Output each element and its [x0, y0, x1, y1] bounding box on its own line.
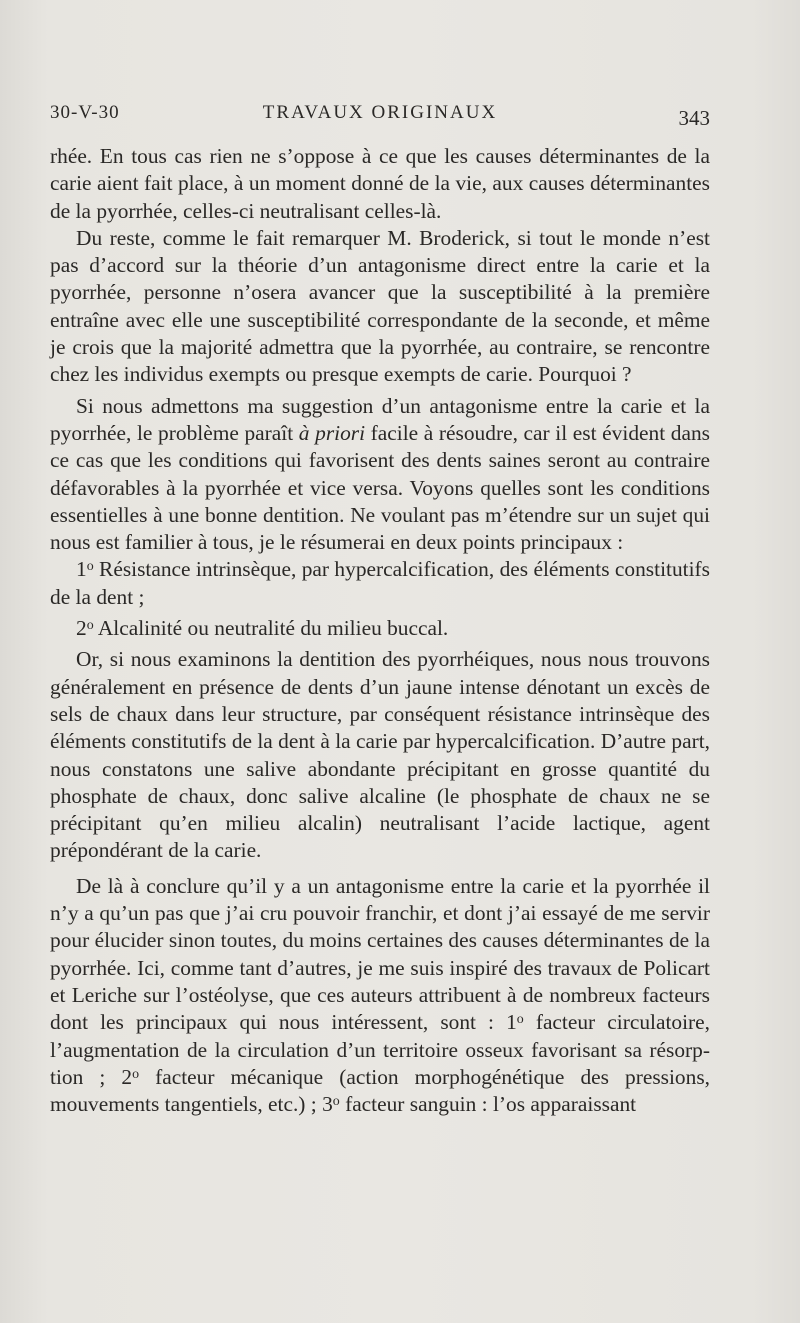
article-body — [50, 143, 710, 1118]
paragraph: Or, si nous examinons la dentition des pyorrhéiques, nous nous trouvons généralement en présence de dents d’un jaune intense dénotant un excès de sels de chaux dans leur structure, par conséquent résistance intrinsèque des éléments constitutifs de la dent à la carie par hypercalcification. D’autre part, nous constatons une salive abondante précipitant en grosse quantité du phosphate de chaux, donc salive alcaline (le phosphate de chaux ne se précipitant qu’en milieu alcalin) neutralisant l’acide lactique, agent prépondérant de la carie. — [50, 647, 710, 863]
header-section-title: TRAVAUX ORIGINAUX — [262, 102, 498, 123]
list-item: 2$^o$ Alcalinité ou neutralité du milieu buccal. — [76, 616, 449, 641]
page-number: 343 — [678, 106, 710, 130]
paragraph: Si nous admettons ma suggestion d’un antagonisme entre la carie et la pyorrhée, le problème paraît à priori facile à résoudre, car il est évident dans ce cas que les conditions qui favorisent des dents saines seront au contraire défavorables à la pyorrhée et vice versa. Voyons quelles sont les conditions essentielles à une bonne dentition. Ne voulant pas m’étendre sur un sujet qui nous est familier à tous, je le résumerai en deux points principaux : — [50, 393, 710, 555]
italic-phrase: à priori — [298, 420, 366, 445]
running-header — [50, 98, 710, 128]
header-date: 30-V-30 — [50, 102, 120, 123]
list-item: 1$^o$ Résistance intrinsèque, par hypercalcification, des éléments constitutifs de la dent ; — [50, 557, 710, 609]
paragraph: De là à conclure qu’il y a un antagonisme entre la carie et la pyorrhée il n’y a qu’un pas que j’ai cru pouvoir franchir, et dont j’ai essayé de me servir pour élucider sinon toutes, du moins certaines des causes déterminantes de la pyorrhée. Ici, comme tant d’autres, je me suis inspiré des travaux de Policart et Leriche sur l’ostéolyse, que ces auteurs attribuent à de nombreux facteurs dont les principaux qui nous intéressent, sont : 1$^o$ facteur circulatoire, l’augmentation de la circulation d’un territoire osseux favorisant sa résorption ; 2$^o$ facteur mécanique (action morphogénétique des pressions, mouvements tangentiels, etc.) ; 3$^o$ facteur sanguin : l’os apparaissant — [50, 873, 710, 1117]
paragraph-continued: rhée. En tous cas rien ne s’oppose à ce que les causes déterminantes de la carie aient fait place, à un moment donné de la vie, aux causes déterminantes de la pyorrhée, celles-ci neutralisant celles-là. — [50, 144, 710, 223]
paragraph: Du reste, comme le fait remarquer M. Broderick, si tout le monde n’est pas d’accord sur la théorie d’un antagonisme direct entre la carie et la pyorrhée, personne n’osera avancer que la susceptibilité à la première entraîne avec elle une susceptibilité correspondante de la seconde, et même je crois que la majorité admettra que la pyorrhée, au contraire, se rencontre chez les individus exempts ou presque exempts de carie. Pourquoi ? — [50, 225, 710, 387]
